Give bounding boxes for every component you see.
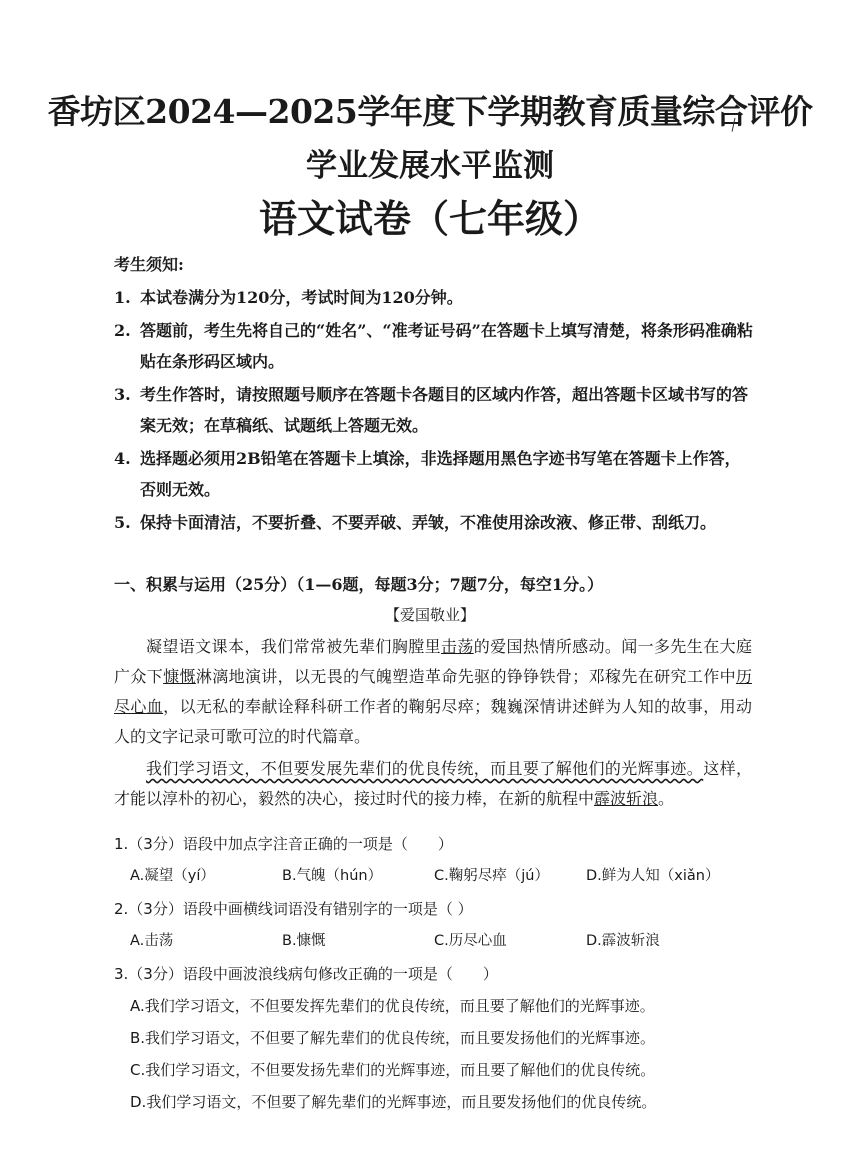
notice-heading: 考生须知: — [114, 255, 184, 274]
option-a: A.我们学习语文，不但要发挥先辈们的优良传统，而且要了解他们的光辉事迹。 — [130, 997, 655, 1015]
notice-number: 4. — [114, 449, 131, 468]
notice-number: 3. — [114, 385, 131, 404]
question-3-stem: 3.（3分）语段中画波浪线病句修改正确的一项是（ ） — [114, 965, 498, 983]
question-2-stem: 2.（3分）语段中画横线词语没有错别字的一项是（ ） — [114, 900, 473, 918]
passage-paragraph-1 — [114, 632, 752, 752]
question-1-options — [114, 860, 774, 893]
option-d: D.我们学习语文，不但要了解先辈们的光辉事迹，而且要发扬他们的优良传统。 — [130, 1093, 657, 1111]
wavy-underlined-sentence: 我们学习语文，不但要发展先辈们的优良传统，而且要了解他们的光辉事迹。 — [146, 759, 704, 778]
notice-item — [114, 507, 754, 538]
notice-item — [114, 443, 754, 505]
option-b: B.气魄（hún） — [282, 868, 383, 884]
passage-text: ，以无私的奉献诠释科研工作者的鞠躬尽瘁；魏巍深情讲述鲜为人知的故事，用动人的文字记录可歌可泣的时代篇章。 — [114, 697, 752, 746]
section-heading: 一、积累与运用（25分）（1—6题，每题3分；7题7分，每空1分。） — [114, 575, 604, 594]
underlined-word: 击荡 — [440, 637, 474, 656]
notice-text: 选择题必须用2B铅笔在答题卡上填涂，非选择题用黑色字迹书写笔在答题卡上作答，否则无效。 — [140, 449, 741, 499]
option-c: C.我们学习语文，不但要发扬先辈们的光辉事迹，而且要了解他们的优良传统。 — [130, 1061, 656, 1079]
passage-text: 凝望语文课本，我们常常被先辈们胸膛里 — [146, 637, 441, 656]
notice-number: 1. — [114, 288, 131, 307]
question-1-stem: 1.（3分）语段中加点字注音正确的一项是（ ） — [114, 835, 453, 853]
passage-text: 这样，才能以淳朴的初心，毅然的决心，接过时代的接力棒，在新的航程中 — [114, 759, 752, 808]
underlined-word: 霹波斩浪 — [594, 789, 659, 808]
passage-text: 。 — [658, 789, 675, 808]
notice-item — [114, 315, 754, 377]
notice-item — [114, 379, 754, 441]
option-c: C.鞠躬尽瘁（jú） — [434, 868, 549, 884]
option-c: C.历尽心血 — [434, 933, 507, 949]
exam-title-line2: 学业发展水平监测 — [306, 148, 554, 184]
passage-text: 的爱国热情所感动。闻一多先生在大庭广众下 — [114, 637, 752, 686]
exam-title-line1: 香坊区2024—2025学年度下学期教育质量综合评价 — [47, 92, 813, 131]
notice-number: 2. — [114, 321, 131, 340]
option-b: B.我们学习语文，不但要了解先辈们的优良传统，而且要发扬他们的光辉事迹。 — [130, 1029, 656, 1047]
passage-text: 淋漓地演讲，以无畏的气魄塑造革命先驱的铮铮铁骨；邓稼先在研究工作中 — [195, 667, 736, 686]
passage-paragraph-2 — [114, 754, 752, 814]
notice-list — [114, 282, 754, 540]
underlined-word: 慷慨 — [163, 667, 196, 686]
notice-text: 考生作答时，请按照题号顺序在答题卡各题目的区域内作答，超出答题卡区域书写的答案无效；在草稿纸、试题纸上答题无效。 — [140, 385, 749, 435]
question-list — [114, 828, 774, 1118]
notice-item — [114, 282, 754, 313]
notice-text: 本试卷满分为120分，考试时间为120分钟。 — [140, 288, 463, 307]
exam-title-line3: 语文试卷（七年级） — [258, 196, 601, 241]
option-d: D.鲜为人知（xiǎn） — [586, 868, 720, 884]
section-subtitle: 【爱国敬业】 — [384, 606, 475, 624]
option-a: A.击荡 — [130, 933, 174, 949]
option-a: A.凝望（yí） — [130, 868, 215, 884]
underlined-word: 历尽心血 — [114, 667, 752, 716]
option-b: B.慷慨 — [282, 933, 326, 949]
question-2-options — [114, 925, 774, 958]
reading-passage — [114, 632, 752, 816]
notice-text: 答题前，考生先将自己的“姓名”、“准考证号码”在答题卡上填写清楚，将条形码准确粘贴在条形码区域内。 — [140, 321, 753, 371]
notice-text: 保持卡面清洁，不要折叠、不要弄破、弄皱，不准使用涂改液、修正带、刮纸刀。 — [140, 513, 717, 532]
option-d: D.霹波斩浪 — [586, 933, 660, 949]
notice-number: 5. — [114, 513, 131, 532]
